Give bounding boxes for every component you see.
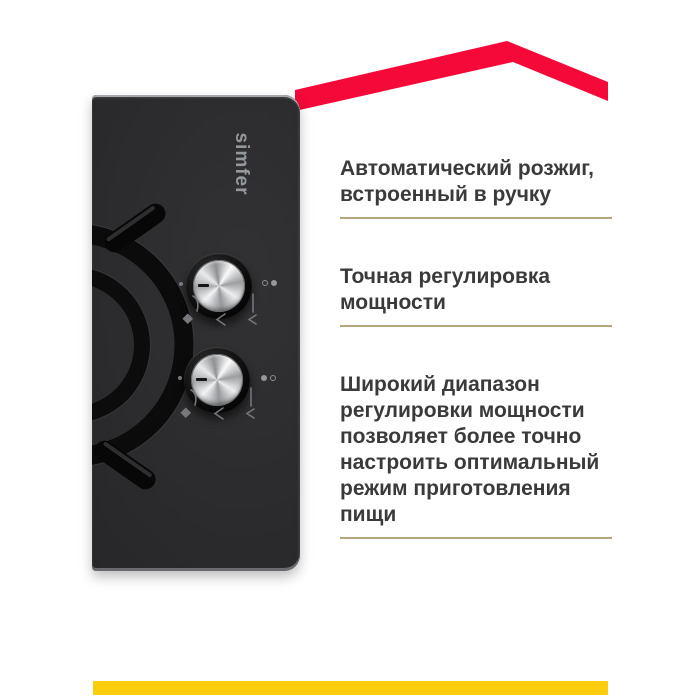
burner-grate-icon [92,190,202,500]
upper-knob-ring-icon [262,280,268,286]
lower-knob-pointer-icon [196,378,207,381]
feature-list [340,156,618,584]
lower-knob-markings-icon [173,387,261,427]
lower-knob-ring-icon [270,375,276,381]
feature-3-divider [340,537,612,539]
upper-knob-dot-icon [271,280,277,286]
upper-knob-left-dot-icon [179,282,183,286]
feature-1-divider [340,217,612,219]
feature-2-divider [340,325,612,327]
bottom-yellow-bar [93,681,608,695]
feature-1-text: Автоматический розжиг, встроенный в ручку [340,157,594,206]
feature-2-text: Точная регулировка мощности [340,265,551,314]
hob-panel [92,95,300,571]
brand-logo: simfer [231,132,252,196]
feature-3-text: Широкий диапазон регулировки мощности позволяет более точно настроить оптимальный режим приготовления пищи [340,373,600,526]
upper-knob-pointer-icon [198,284,209,287]
upper-knob-markings-icon [175,293,263,333]
lower-knob-dot-icon [261,375,267,381]
lower-knob-left-dot-icon [178,376,182,380]
